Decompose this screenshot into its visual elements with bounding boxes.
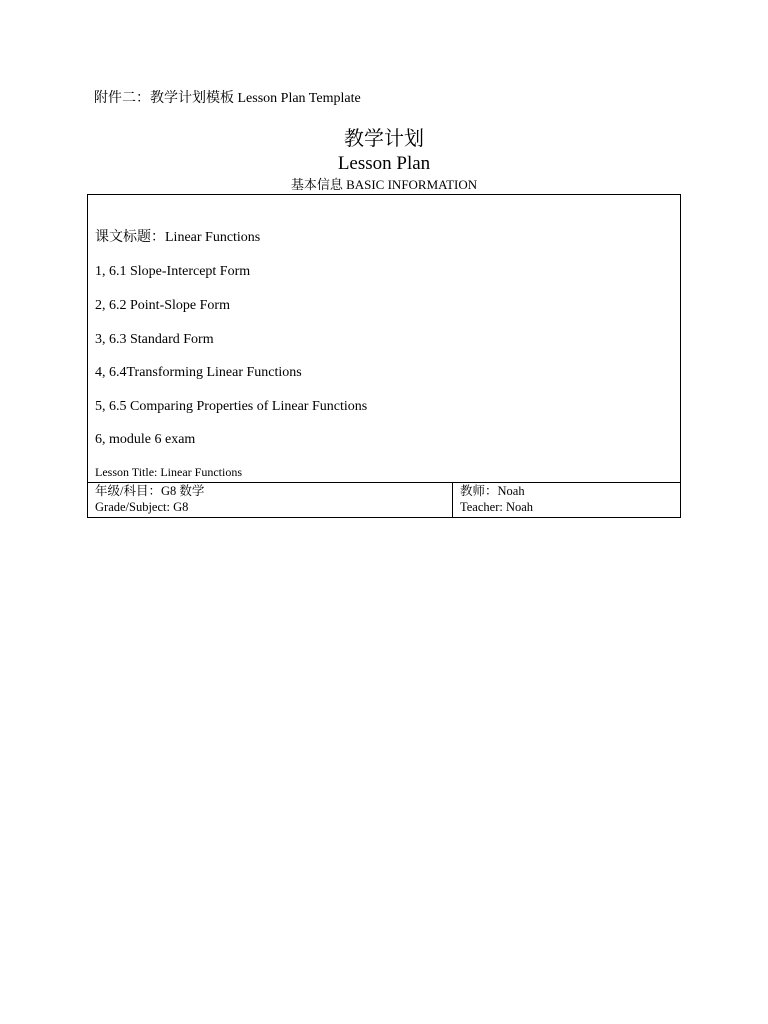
attachment-header: 附件二：教学计划模板 Lesson Plan Template bbox=[94, 91, 361, 106]
lesson-item: 4, 6.4Transforming Linear Functions bbox=[95, 365, 302, 380]
section-heading: 基本信息 BASIC INFORMATION bbox=[290, 177, 478, 192]
lesson-title-heading: 课文标题：Linear Functions bbox=[95, 230, 261, 245]
basic-information-table bbox=[87, 194, 681, 518]
lesson-item: 5, 6.5 Comparing Properties of Linear Functions bbox=[95, 399, 368, 414]
grade-subject-chinese: 年级/科目：G8 数学 bbox=[95, 484, 205, 498]
teacher-chinese: 教师：Noah bbox=[460, 484, 525, 498]
lesson-title-cell bbox=[88, 195, 680, 483]
teacher-cell bbox=[453, 483, 680, 517]
teacher-english: Teacher: Noah bbox=[460, 500, 534, 514]
lesson-title-english: Lesson Title: Linear Functions bbox=[95, 465, 242, 479]
document-title-english: Lesson Plan bbox=[337, 153, 431, 174]
grade-subject-english: Grade/Subject: G8 bbox=[95, 500, 189, 514]
document-title-chinese: 教学计划 bbox=[344, 128, 424, 150]
lesson-item: 1, 6.1 Slope-Intercept Form bbox=[95, 264, 251, 279]
lesson-item: 6, module 6 exam bbox=[95, 432, 196, 447]
grade-subject-cell bbox=[88, 483, 453, 517]
lesson-item: 3, 6.3 Standard Form bbox=[95, 332, 214, 347]
lesson-item: 2, 6.2 Point-Slope Form bbox=[95, 298, 230, 313]
